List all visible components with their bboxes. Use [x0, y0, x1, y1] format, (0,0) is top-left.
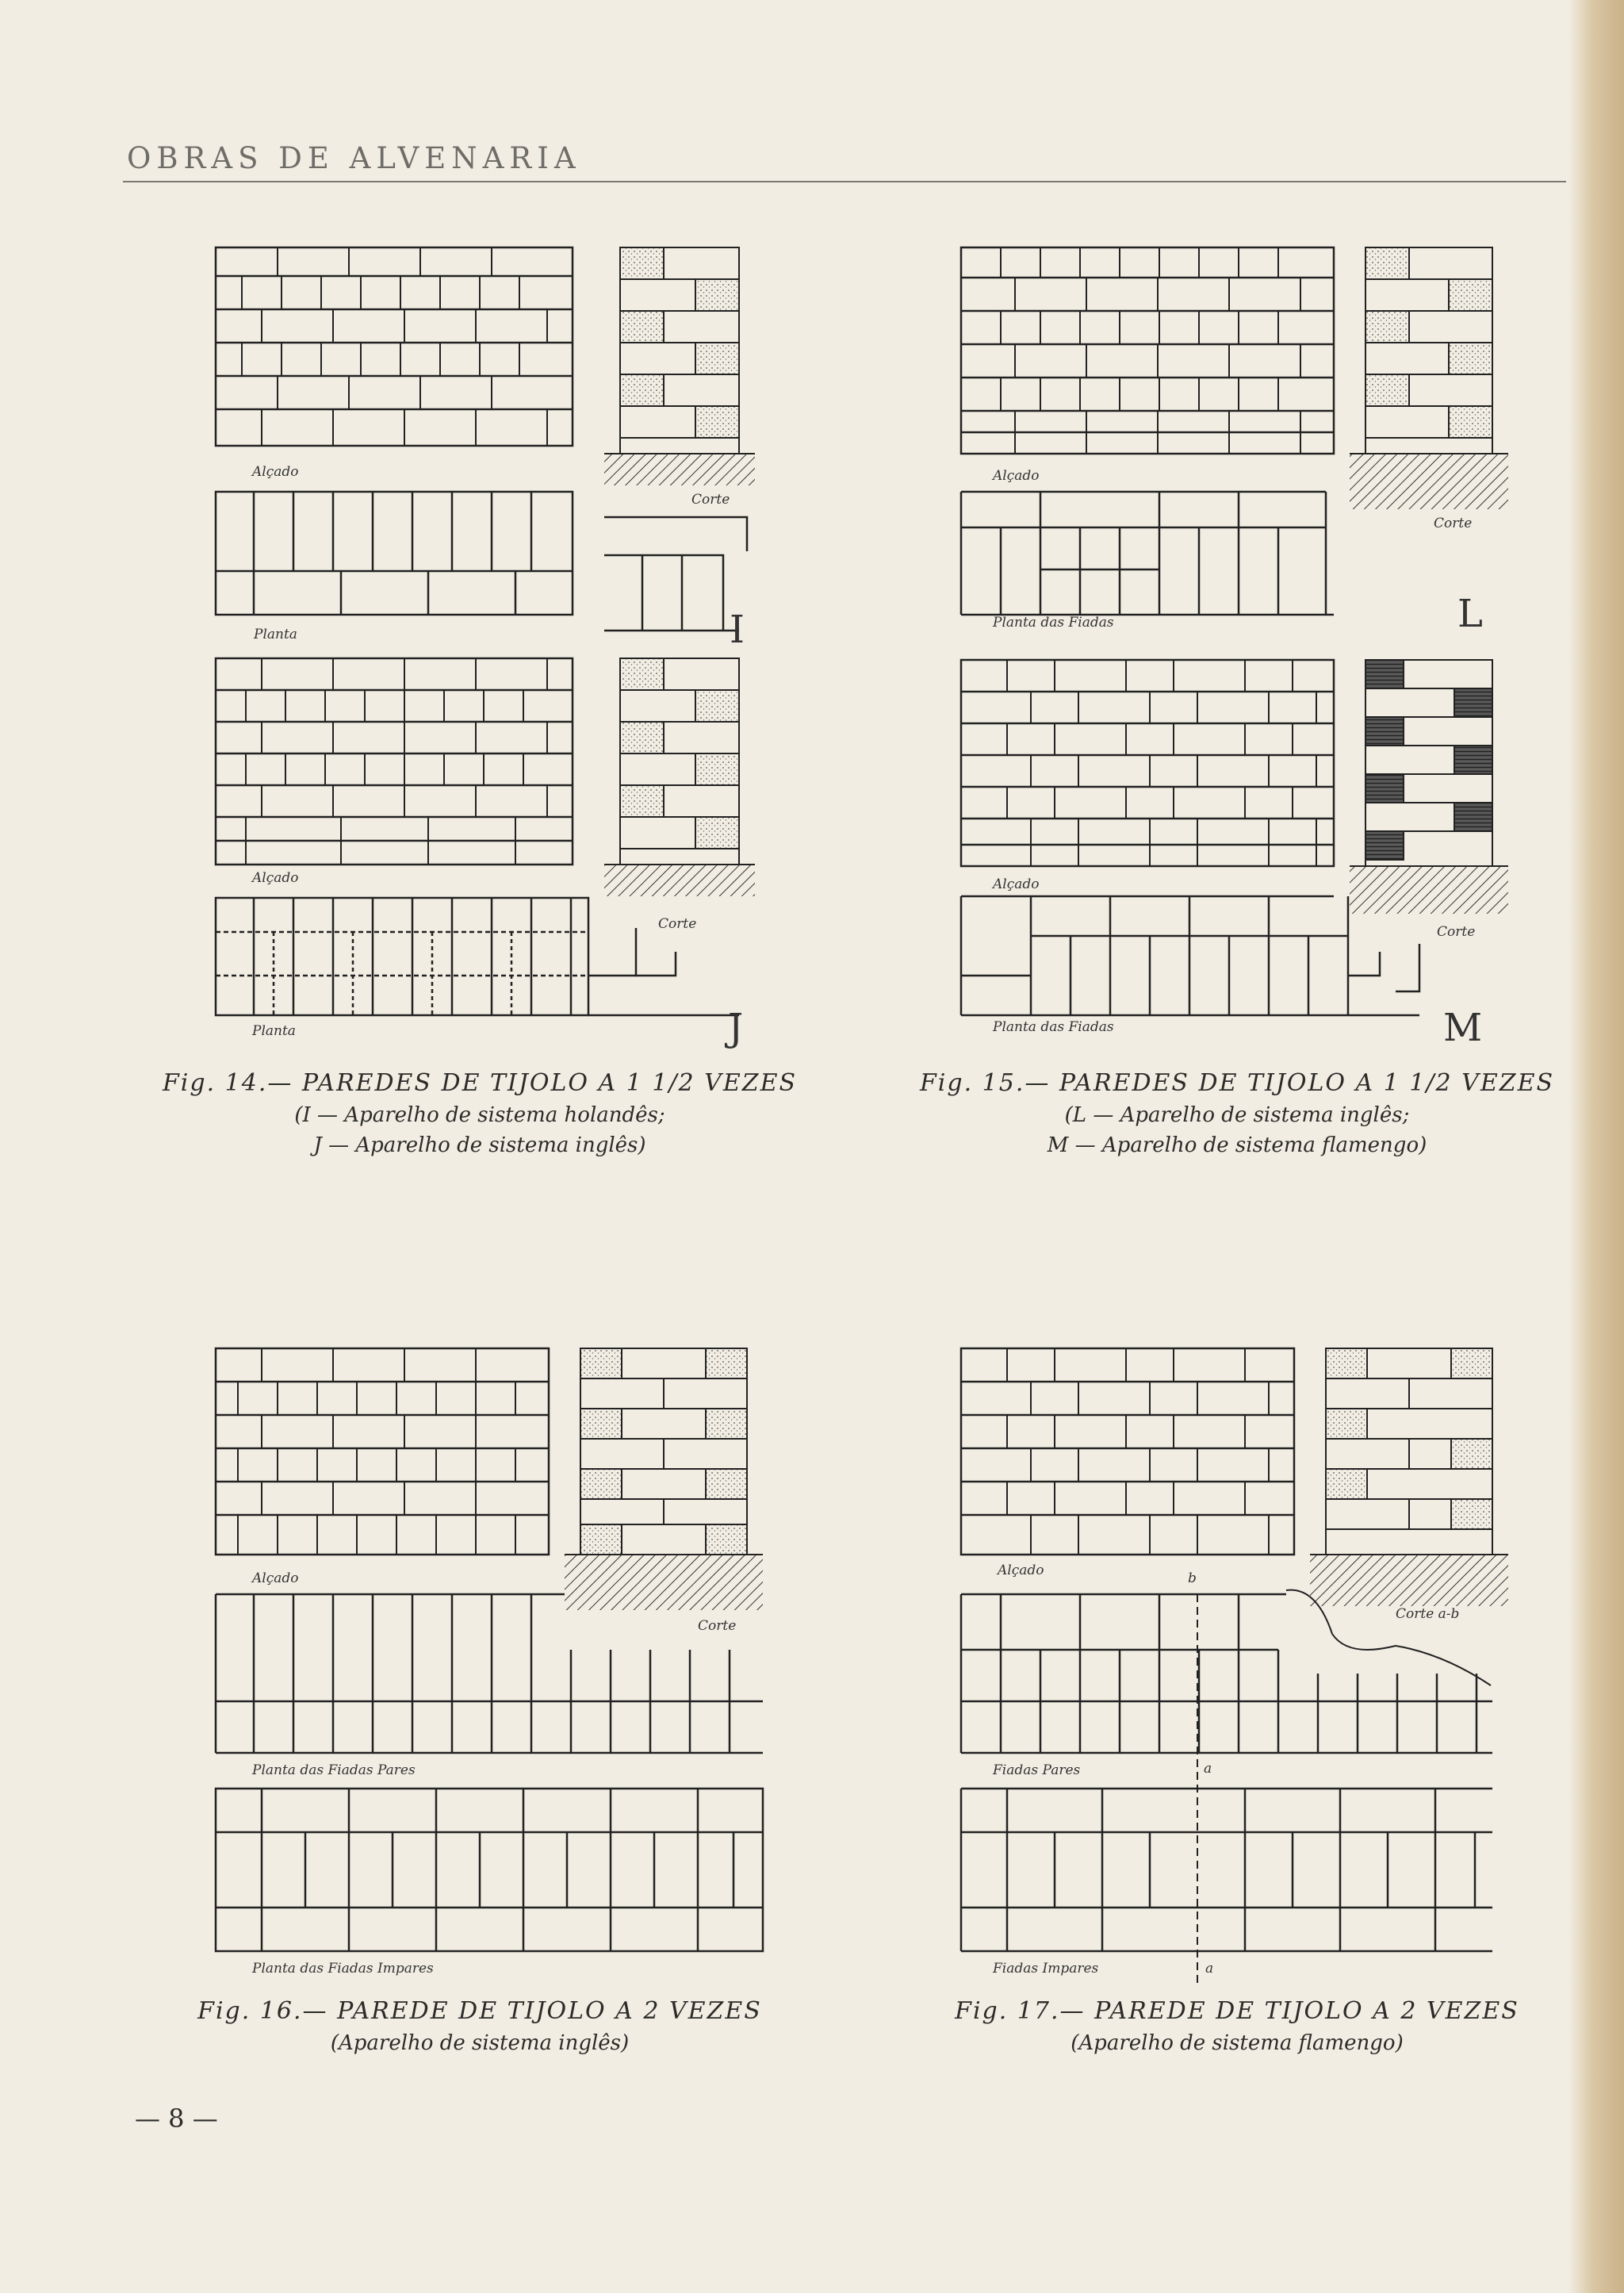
fig17-elevation	[961, 1348, 1294, 1555]
fig16-plan-even-label: Planta das Fiadas Pares	[252, 1762, 416, 1778]
fig14-j-section-label: Corte	[658, 916, 697, 932]
figure-15-caption-line-1: (L — Aparelho de sistema inglês;	[1064, 1103, 1410, 1127]
fig14-j-elev-label: Alçado	[252, 870, 299, 886]
fig17-elev-label: Alçado	[998, 1563, 1044, 1578]
fig17-section-label: Corte a-b	[1396, 1606, 1460, 1622]
fig14-i-elev-label: Alçado	[252, 464, 299, 480]
fig15-m-section-label: Corte	[1437, 924, 1476, 940]
fig15-l-elev-label: Alçado	[993, 468, 1040, 484]
fig17-plan-odd-label: Fiadas Impares	[993, 1961, 1099, 1977]
fig15-l-letter: L	[1457, 592, 1483, 636]
page-number: — 8 —	[135, 2103, 218, 2134]
fig14-j-plan-label: Planta	[252, 1023, 296, 1039]
figure-17-caption-line-1: (Aparelho de sistema flamengo)	[1071, 2031, 1404, 2055]
fig16-section-label: Corte	[698, 1618, 737, 1634]
fig17-plan-even-label: Fiadas Pares	[993, 1762, 1081, 1778]
fig16-elev-label: Alçado	[252, 1570, 299, 1586]
fig14-i-letter: I	[730, 608, 745, 652]
running-head: OBRAS DE ALVENARIA	[127, 141, 581, 175]
fig17-plan-odd	[961, 1789, 1492, 1951]
figure-17-caption	[896, 1997, 1578, 2055]
fig17-plan-even	[961, 1594, 1492, 1987]
figure-15-caption-line-2: M — Aparelho de sistema flamengo)	[1047, 1133, 1427, 1157]
fig16-plan-odd-label: Planta das Fiadas Impares	[252, 1961, 434, 1977]
figure-14-caption-title: Fig. 14.— PAREDES DE TIJOLO A 1 1/2 VEZES	[162, 1069, 798, 1097]
figure-16-caption-title: Fig. 16.— PAREDE DE TIJOLO A 2 VEZES	[197, 1997, 762, 2025]
fig14-j-letter: J	[728, 1006, 744, 1050]
fig17-cut-a-mid: a	[1204, 1761, 1212, 1777]
fig15-m-elev-label: Alçado	[993, 876, 1040, 892]
fig14-i-plan-label: Planta	[254, 627, 297, 642]
fig17-cut-b-top: b	[1188, 1570, 1197, 1586]
fig15-l-section-label: Corte	[1434, 516, 1473, 531]
fig17-cut-a-bottom: a	[1205, 1961, 1214, 1977]
fig14-i-section-label: Corte	[691, 492, 730, 508]
figure-16-caption-line-1: (Aparelho de sistema inglês)	[330, 2031, 630, 2055]
fig15-m-letter: M	[1443, 1006, 1483, 1050]
figure-14-caption-line-1: (I — Aparelho de sistema holandês;	[294, 1103, 665, 1127]
figure-17-caption-title: Fig. 17.— PAREDE DE TIJOLO A 2 VEZES	[955, 1997, 1519, 2025]
fig17-section	[1286, 1348, 1508, 1685]
figure-15-caption-title: Fig. 15.— PAREDES DE TIJOLO A 1 1/2 VEZES	[919, 1069, 1555, 1097]
fig15-m-plan-label: Planta das Fiadas	[993, 1019, 1114, 1035]
figure-14-caption-line-2: J — Aparelho de sistema inglês)	[313, 1133, 646, 1157]
fig15-l-plan-label: Planta das Fiadas	[993, 615, 1114, 631]
